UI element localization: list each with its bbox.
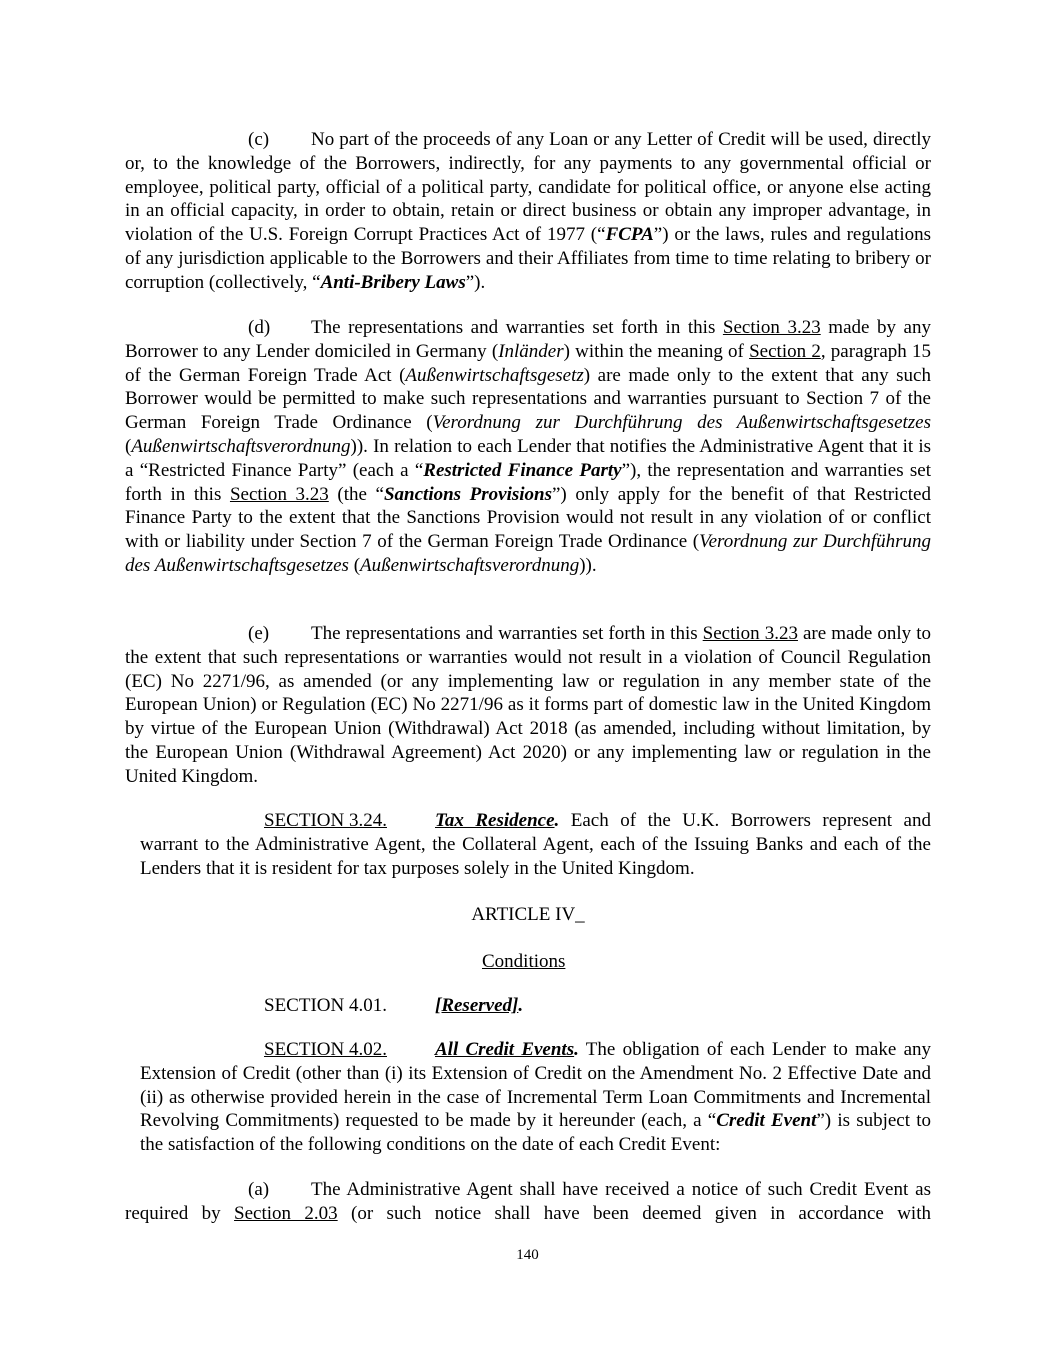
defined-term-fcpa: FCPA: [605, 224, 654, 246]
page-number: 140: [516, 1247, 539, 1263]
paragraph-label: (d): [248, 317, 271, 338]
defined-term-credit-event: Credit Event: [716, 1110, 817, 1132]
section-title: [Reserved]: [435, 995, 519, 1016]
section-reference: Section 3.23: [229, 483, 329, 505]
section-number: SECTION 3.24.: [264, 810, 387, 831]
section-title: Tax Residence: [435, 810, 555, 831]
section-reference: Section 3.23: [722, 317, 821, 338]
paragraph-e: (e) The representations and warranties set forth in this Section 3.23 are made only to the extent that such representations or warranties would not result in a violation of Council Regulation (EC) No 2271/96, as amended (or any implementing law or regulation in any member state of the European Union) or Regulation (EC) No 2271/96 as it forms part of domestic law in the United Kingdom by virtue of the European Union (Withdrawal) Act 2018 (as amended, including without limitation, by the European Union (Withdrawal Agreement) Act 2020) or any implementing law or regulation in the United Kingdom.: [125, 623, 931, 787]
section-reference: Section 2.03: [234, 1202, 338, 1224]
paragraph-a: (a) The Administrative Agent shall have received a notice of such Credit Event as required by Section 2.03 (or such notice shall have been deemed given in accordance with: [125, 1179, 931, 1224]
section-title: All Credit Events: [435, 1039, 575, 1060]
paragraph-label: (c): [248, 129, 270, 150]
defined-term-sanctions-provisions: Sanctions Provisions: [383, 483, 552, 505]
paragraph-label: (e): [248, 623, 270, 644]
section-4-01: SECTION 4.01. [Reserved].: [140, 994, 931, 1018]
section-3-24: SECTION 3.24. Tax Residence. Each of the U.K. Borrowers represent and warrant to the Administrative Agent, the Collateral Agent, each of the Issuing Banks and each of the Lenders that it is resident for tax purposes solely in the United Kingdom.: [140, 810, 931, 879]
paragraph-c: (c) No part of the proceeds of any Loan or any Letter of Credit will be used, directly or, to the knowledge of the Borrowers, indirectly, for any payments to any governmental official or employee, political party, official of a political party, candidate for political office, or anyone else acting in an official capacity, in order to obtain, retain or direct business or obtain any improper advantage, in violation of the U.S. Foreign Corrupt Practices Act of 1977 (“FCPA”) or the laws, rules and regulations of any jurisdiction applicable to the Borrowers and their Affiliates from time to time relating to bribery or corruption (collectively, “Anti-Bribery Laws”).: [125, 129, 931, 293]
defined-term-anti-bribery-laws: Anti-Bribery Laws: [320, 271, 466, 293]
section-number: SECTION 4.01.: [264, 995, 387, 1016]
article-title: Conditions: [482, 951, 566, 972]
defined-term-restricted-finance-party: Restricted Finance Party: [423, 459, 622, 481]
section-reference: Section 2: [749, 340, 821, 362]
section-4-02: SECTION 4.02. All Credit Events. The obligation of each Lender to make any Extension of Credit (other than (i) its Extension of Credit on the Amendment No. 2 Effective Date and (ii) as otherwise provided herein in the case of Incremental Term Loan Commitments and Incremental Revolving Commitments) requested to be made by it hereunder (each, a “Credit Event”) is subject to the satisfaction of the following conditions on the date of each Credit Event:: [140, 1039, 931, 1156]
paragraph-d: (d) The representations and warranties set forth in this Section 3.23 made by any Borrower to any Lender domiciled in Germany (Inländer) within the meaning of Section 2, paragraph 15 of the German Foreign Trade Act (Außenwirtschaftsgesetz) are made only to the extent that any such Borrower would be permitted to make such representations and warranties pursuant to Section 7 of the German Foreign Trade Ordinance (Verordnung zur Durchführung des Außenwirtschaftsgesetzes (Außenwirtschaftsverordnung)). In relation to each Lender that notifies the Administrative Agent that it is a “Restricted Finance Party” (each a “Restricted Finance Party”), the representation and warranties set forth in this Section 3.23 (the “Sanctions Provisions”) only apply for the benefit of that Restricted Finance Party to the extent that the Sanctions Provision would not result in any violation of or conflict with or liability under Section 7 of the German Foreign Trade Ordinance (Verordnung zur Durchführung des Außenwirtschaftsgesetzes (Außenwirtschaftsverordnung)).: [125, 317, 932, 576]
section-number: SECTION 4.02.: [264, 1039, 387, 1060]
paragraph-label: (a): [248, 1179, 270, 1200]
article-heading: ARTICLE IV_: [471, 904, 585, 925]
section-reference: Section 3.23: [702, 623, 798, 644]
